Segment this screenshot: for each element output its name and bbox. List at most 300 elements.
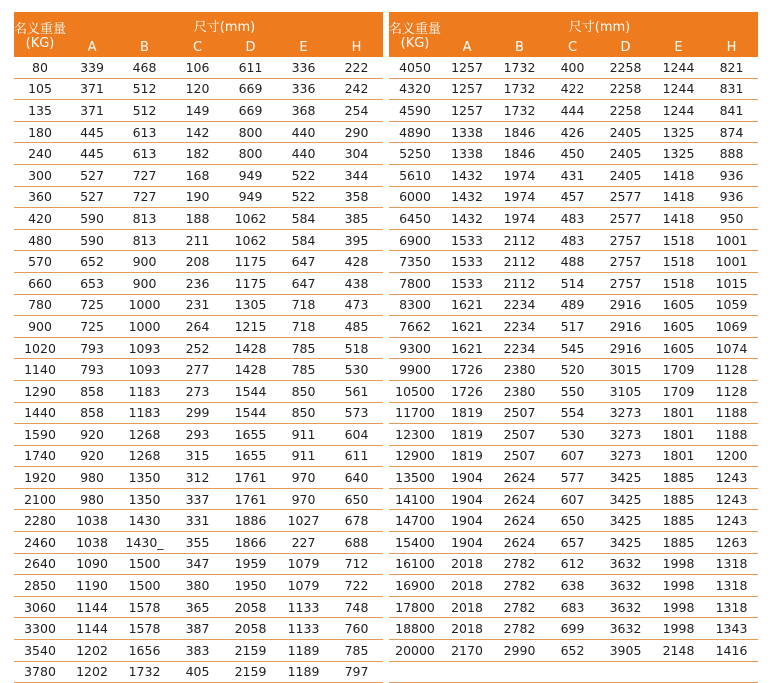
column-header-b: B [118, 37, 171, 57]
dimension-cell: 1189 [277, 640, 330, 662]
weight-cell: 2640 [14, 553, 66, 575]
dimension-cell: 657 [546, 532, 599, 554]
dimension-cell: 727 [118, 186, 171, 208]
dimension-cell: 405 [171, 661, 224, 683]
dimension-cell: 2624 [493, 488, 546, 510]
dimension-cell: 1189 [277, 661, 330, 683]
weight-cell: 900 [14, 316, 66, 338]
dimension-cell: 358 [330, 186, 383, 208]
weight-cell: 2100 [14, 488, 66, 510]
dimension-cell: 1998 [652, 553, 705, 575]
dimension-cell: 1801 [652, 424, 705, 446]
weight-cell: 12300 [389, 424, 441, 446]
table-row [14, 424, 383, 446]
table-row [389, 402, 758, 424]
weight-cell: 17800 [389, 596, 441, 618]
dimension-cell: 612 [546, 553, 599, 575]
dimension-cell: 517 [546, 316, 599, 338]
dimension-cell: 652 [546, 640, 599, 662]
dimension-cell: 2405 [599, 164, 652, 186]
dimension-cell: 254 [330, 100, 383, 122]
dimension-cell: 1243 [705, 510, 758, 532]
dimension-cell: 368 [277, 100, 330, 122]
column-header-h: H [330, 37, 383, 57]
dimension-cell: 718 [277, 316, 330, 338]
spec-table-right [389, 12, 758, 683]
dimension-cell: 1819 [441, 424, 493, 446]
weight-cell: 12900 [389, 445, 441, 467]
dimension-cell: 1974 [493, 186, 546, 208]
dimension-cell: 1001 [705, 229, 758, 251]
dimension-cell: 545 [546, 337, 599, 359]
dimension-cell: 190 [171, 186, 224, 208]
dimension-cell: 312 [171, 467, 224, 489]
table-row [14, 553, 383, 575]
weight-cell: 2460 [14, 532, 66, 554]
dimension-cell: 1605 [652, 316, 705, 338]
dimension-cell: 1001 [705, 251, 758, 273]
dimension-cell: 1244 [652, 57, 705, 78]
dimension-cell: 1846 [493, 121, 546, 143]
dimension-cell: 949 [224, 186, 277, 208]
dimension-cell: 1732 [493, 100, 546, 122]
dimension-cell: 1038 [66, 532, 118, 554]
dimension-cell: 355 [171, 532, 224, 554]
dimension-cell: 252 [171, 337, 224, 359]
dimension-cell: 2112 [493, 251, 546, 273]
dimension-cell: 428 [330, 251, 383, 273]
weight-cell: 570 [14, 251, 66, 273]
weight-cell: 7350 [389, 251, 441, 273]
dimension-cell: 650 [330, 488, 383, 510]
header-row-columns [389, 37, 758, 57]
dimension-cell: 1175 [224, 251, 277, 273]
table-row [14, 359, 383, 381]
dimension-cell: 1605 [652, 294, 705, 316]
dimension-cell: 1621 [441, 294, 493, 316]
dimension-cell: 1605 [652, 337, 705, 359]
dimension-cell: 1202 [66, 640, 118, 662]
dimension-cell: 339 [66, 57, 118, 78]
weight-cell: 1740 [14, 445, 66, 467]
dimension-cell: 1188 [705, 402, 758, 424]
dimension-cell: 611 [224, 57, 277, 78]
dimension-cell: 236 [171, 272, 224, 294]
dimension-cell: 2018 [441, 596, 493, 618]
dimension-cell: 1432 [441, 186, 493, 208]
dimension-cell: 3273 [599, 424, 652, 446]
table-row [14, 640, 383, 662]
table-row [389, 424, 758, 446]
dimension-cell: 584 [277, 208, 330, 230]
dimension-cell: 718 [277, 294, 330, 316]
spec-table-left [14, 12, 383, 683]
dimension-cell: 785 [277, 359, 330, 381]
weight-cell: 2280 [14, 510, 66, 532]
dimension-cell: 1950 [224, 575, 277, 597]
table-row [389, 251, 758, 273]
dimension-cell: 2916 [599, 316, 652, 338]
weight-cell: 13500 [389, 467, 441, 489]
dimension-cell: 1418 [652, 164, 705, 186]
dimension-cell: 1418 [652, 186, 705, 208]
weight-cell: 300 [14, 164, 66, 186]
dimension-cell: 1133 [277, 618, 330, 640]
dimension-cell: 211 [171, 229, 224, 251]
table-row [389, 229, 758, 251]
dimension-cell: 1801 [652, 402, 705, 424]
dimension-cell: 1732 [493, 78, 546, 100]
dimension-cell: 920 [66, 445, 118, 467]
dimension-cell: 1244 [652, 100, 705, 122]
dimension-cell: 1090 [66, 553, 118, 575]
dimension-cell: 336 [277, 57, 330, 78]
dimension-cell: 1732 [118, 661, 171, 683]
column-header-a: A [441, 37, 493, 57]
dimension-cell: 299 [171, 402, 224, 424]
dimension-cell: 1343 [705, 618, 758, 640]
dimension-cell: 2380 [493, 380, 546, 402]
dimension-cell: 365 [171, 596, 224, 618]
weight-cell: 15400 [389, 532, 441, 554]
dimension-cell: 699 [546, 618, 599, 640]
column-header-e: E [652, 37, 705, 57]
dimension-cell: 2757 [599, 229, 652, 251]
dimension-cell: 293 [171, 424, 224, 446]
dimension-cell: 1432 [441, 208, 493, 230]
dimension-cell: 1318 [705, 575, 758, 597]
dimension-cell: 1268 [118, 424, 171, 446]
dimension-cell: 438 [330, 272, 383, 294]
dimension-cell: 1974 [493, 208, 546, 230]
dimension-header-label: 尺寸(mm) [441, 12, 758, 37]
dimension-cell: 1202 [66, 661, 118, 683]
dimension-cell: 653 [66, 272, 118, 294]
dimension-cell: 1655 [224, 445, 277, 467]
dimension-cell: 485 [330, 316, 383, 338]
dimension-cell: 385 [330, 208, 383, 230]
dimension-cell: 222 [330, 57, 383, 78]
table-row [14, 208, 383, 230]
dimension-cell: 2258 [599, 57, 652, 78]
dimension-cell: 1621 [441, 337, 493, 359]
dimension-cell: 1416 [705, 640, 758, 662]
dimension-cell: 841 [705, 100, 758, 122]
dimension-cell: 1885 [652, 532, 705, 554]
dimension-cell: 748 [330, 596, 383, 618]
dimension-cell: 2577 [599, 208, 652, 230]
weight-cell: 80 [14, 57, 66, 78]
dimension-cell: 2018 [441, 575, 493, 597]
table-row [14, 272, 383, 294]
dimension-cell: 2782 [493, 596, 546, 618]
weight-header-label: 名义重量 [14, 12, 66, 37]
dimension-cell: 647 [277, 251, 330, 273]
dimension-cell: 188 [171, 208, 224, 230]
weight-cell: 14100 [389, 488, 441, 510]
table-row [389, 186, 758, 208]
table-row [14, 251, 383, 273]
table-row [389, 380, 758, 402]
dimension-cell: 1578 [118, 618, 171, 640]
table-row [389, 294, 758, 316]
dimension-cell: 1069 [705, 316, 758, 338]
dimension-cell: 1128 [705, 359, 758, 381]
table-row [14, 143, 383, 165]
dimension-cell: 920 [66, 424, 118, 446]
weight-cell: 1920 [14, 467, 66, 489]
dimension-cell: 1819 [441, 402, 493, 424]
dimension-cell: 2624 [493, 467, 546, 489]
table-row [14, 661, 383, 683]
dimension-cell: 2159 [224, 661, 277, 683]
dimension-cell: 336 [277, 78, 330, 100]
table-row [14, 575, 383, 597]
dimension-cell: 120 [171, 78, 224, 100]
dimension-cell: 2170 [441, 640, 493, 662]
dimension-cell: 2112 [493, 229, 546, 251]
dimension-cell: 1904 [441, 532, 493, 554]
dimension-cell: 444 [546, 100, 599, 122]
weight-cell: 4890 [389, 121, 441, 143]
dimension-cell: 950 [705, 208, 758, 230]
dimension-cell: 1183 [118, 380, 171, 402]
weight-cell: 240 [14, 143, 66, 165]
weight-cell: 5250 [389, 143, 441, 165]
dimension-cell: 785 [277, 337, 330, 359]
dimension-cell: 2112 [493, 272, 546, 294]
dimension-cell: 1801 [652, 445, 705, 467]
dimension-cell: 911 [277, 424, 330, 446]
dimension-cell: 304 [330, 143, 383, 165]
column-header-a: A [66, 37, 118, 57]
weight-cell: 780 [14, 294, 66, 316]
table-row [389, 359, 758, 381]
dimension-cell: 182 [171, 143, 224, 165]
table-row [389, 661, 758, 683]
table-row [389, 143, 758, 165]
column-header-d: D [599, 37, 652, 57]
dimension-cell: 1500 [118, 553, 171, 575]
header-row-top [389, 12, 758, 37]
dimension-cell: 3905 [599, 640, 652, 662]
weight-cell: 16900 [389, 575, 441, 597]
dimension-cell: 1866 [224, 532, 277, 554]
table-row [389, 78, 758, 100]
dimension-cell: 2624 [493, 532, 546, 554]
dimension-cell: 2058 [224, 596, 277, 618]
weight-cell: 16100 [389, 553, 441, 575]
dimension-cell: 550 [546, 380, 599, 402]
dimension-cell: 1656 [118, 640, 171, 662]
table-row [389, 164, 758, 186]
weight-cell: 480 [14, 229, 66, 251]
dimension-cell: 2507 [493, 402, 546, 424]
dimension-cell: 2916 [599, 294, 652, 316]
dimension-cell: 1904 [441, 488, 493, 510]
dimension-cell: 347 [171, 553, 224, 575]
dimension-cell: 936 [705, 186, 758, 208]
dimension-cell: 1726 [441, 359, 493, 381]
dimension-cell: 227 [277, 532, 330, 554]
dimension-cell: 858 [66, 402, 118, 424]
dimension-cell: 1325 [652, 143, 705, 165]
dimension-cell: 858 [66, 380, 118, 402]
weight-cell: 4590 [389, 100, 441, 122]
dimension-cell: 106 [171, 57, 224, 78]
dimension-cell: 2405 [599, 121, 652, 143]
dimension-cell: 315 [171, 445, 224, 467]
dimension-cell: 2757 [599, 251, 652, 273]
table-row [14, 467, 383, 489]
dimension-cell: 970 [277, 467, 330, 489]
dimension-cell: 483 [546, 229, 599, 251]
dimension-cell: 949 [224, 164, 277, 186]
dimension-cell: 640 [330, 467, 383, 489]
dimension-cell: 2380 [493, 359, 546, 381]
dimension-cell: 888 [705, 143, 758, 165]
dimension-cell: 231 [171, 294, 224, 316]
weight-unit-label: (KG) [389, 37, 441, 57]
column-header-d: D [224, 37, 277, 57]
dimension-cell: 1904 [441, 510, 493, 532]
dimension-cell: 1959 [224, 553, 277, 575]
weight-cell: 3540 [14, 640, 66, 662]
table-row [14, 532, 383, 554]
weight-cell: 20000 [389, 640, 441, 662]
dimension-cell: 3632 [599, 596, 652, 618]
dimension-cell: 440 [277, 143, 330, 165]
dimension-cell: 1062 [224, 208, 277, 230]
dimension-cell: 725 [66, 316, 118, 338]
table-row [389, 208, 758, 230]
dimension-cell: 483 [546, 208, 599, 230]
dimension-cell: 3273 [599, 402, 652, 424]
dimension-cell: 2234 [493, 316, 546, 338]
dimension-cell: 1761 [224, 488, 277, 510]
dimension-cell: 512 [118, 100, 171, 122]
dimension-cell: 900 [118, 251, 171, 273]
dimension-cell: 831 [705, 78, 758, 100]
dimension-cell: 874 [705, 121, 758, 143]
dimension-cell: 2234 [493, 294, 546, 316]
dimension-cell: 2405 [599, 143, 652, 165]
dimension-cell: 3632 [599, 575, 652, 597]
dimension-cell: 1038 [66, 510, 118, 532]
dimension-cell: 1533 [441, 251, 493, 273]
dimension-cell: 168 [171, 164, 224, 186]
weight-cell: 1020 [14, 337, 66, 359]
dimension-cell: 607 [546, 488, 599, 510]
dimension-cell: 3273 [599, 445, 652, 467]
dimension-cell: 1027 [277, 510, 330, 532]
dimension-cell: 1998 [652, 618, 705, 640]
dimension-cell: 1518 [652, 272, 705, 294]
dimension-cell: 813 [118, 208, 171, 230]
dimension-cell: 577 [546, 467, 599, 489]
dimension-cell: 1621 [441, 316, 493, 338]
table-row [14, 596, 383, 618]
dimension-cell: 149 [171, 100, 224, 122]
weight-cell: 6900 [389, 229, 441, 251]
weight-cell: 3780 [14, 661, 66, 683]
dimension-cell: 793 [66, 359, 118, 381]
weight-cell: 4320 [389, 78, 441, 100]
dimension-cell: 1215 [224, 316, 277, 338]
dimension-cell: 1732 [493, 57, 546, 78]
dimension-cell: 980 [66, 467, 118, 489]
dimension-cell: 1430 [118, 510, 171, 532]
dimension-cell: 1886 [224, 510, 277, 532]
dimension-cell: 422 [546, 78, 599, 100]
dimension-cell: 1518 [652, 229, 705, 251]
dimension-cell: 3425 [599, 488, 652, 510]
table-row [14, 488, 383, 510]
dimension-cell: 3425 [599, 532, 652, 554]
dimension-cell: 590 [66, 208, 118, 230]
dimension-cell: 797 [330, 661, 383, 683]
dimension-cell: 2757 [599, 272, 652, 294]
dimension-cell: 1190 [66, 575, 118, 597]
weight-cell: 1440 [14, 402, 66, 424]
table-row [14, 186, 383, 208]
dimension-cell: 900 [118, 272, 171, 294]
dimension-cell: 1200 [705, 445, 758, 467]
dimension-cell: 678 [330, 510, 383, 532]
dimension-cell: 1175 [224, 272, 277, 294]
dimension-cell: 400 [546, 57, 599, 78]
dimension-cell [546, 661, 599, 683]
table-row [14, 100, 383, 122]
dimension-cell: 290 [330, 121, 383, 143]
dimension-cell: 1904 [441, 467, 493, 489]
dimension-cell: 561 [330, 380, 383, 402]
dimension-cell: 980 [66, 488, 118, 510]
weight-header-label: 名义重量 [389, 12, 441, 37]
dimension-cell: 1709 [652, 380, 705, 402]
dimension-cell: 1338 [441, 143, 493, 165]
table-row [389, 553, 758, 575]
dimension-cell: 2782 [493, 575, 546, 597]
dimension-cell: 457 [546, 186, 599, 208]
dimension-cell: 573 [330, 402, 383, 424]
table-row [389, 57, 758, 78]
table-row [389, 618, 758, 640]
dimension-cell: 911 [277, 445, 330, 467]
dimension-cell: 1183 [118, 402, 171, 424]
dimension-cell: 1350 [118, 488, 171, 510]
table-row [389, 640, 758, 662]
dimension-cell: 395 [330, 229, 383, 251]
dimension-cell: 1015 [705, 272, 758, 294]
dimension-cell: 1885 [652, 510, 705, 532]
dimension-cell: 264 [171, 316, 224, 338]
dimension-cell: 554 [546, 402, 599, 424]
table-row [14, 121, 383, 143]
dimension-cell [705, 661, 758, 683]
dimension-cell: 2624 [493, 510, 546, 532]
dimension-cell: 2018 [441, 618, 493, 640]
dimension-cell: 1263 [705, 532, 758, 554]
dimension-cell: 970 [277, 488, 330, 510]
dimension-cell: 590 [66, 229, 118, 251]
weight-cell: 1290 [14, 380, 66, 402]
column-header-c: C [171, 37, 224, 57]
dimension-cell: 1533 [441, 272, 493, 294]
dimension-cell: 1544 [224, 402, 277, 424]
dimension-cell: 1093 [118, 359, 171, 381]
dimension-cell: 426 [546, 121, 599, 143]
